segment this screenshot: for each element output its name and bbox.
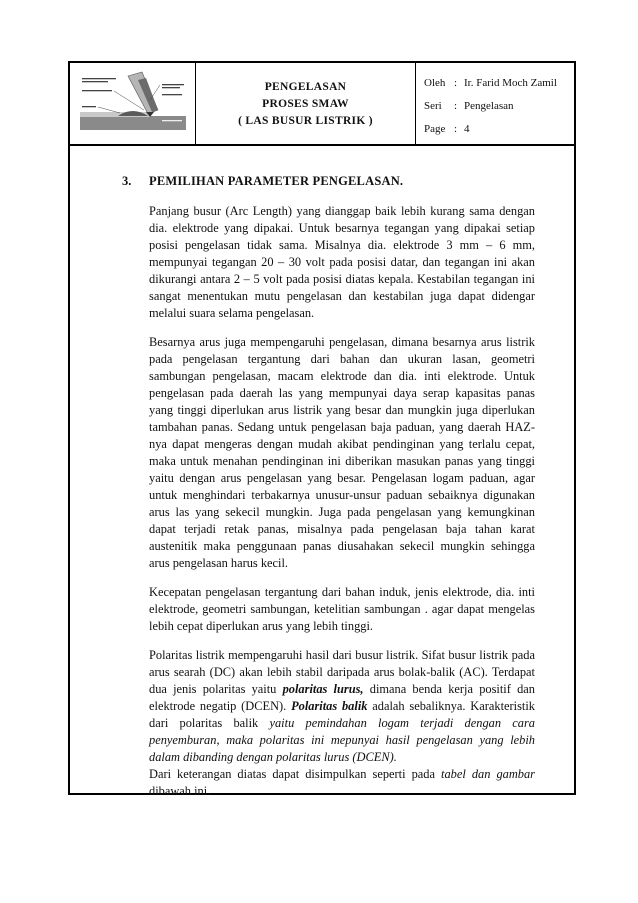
title-line-2: PROSES SMAW [262,98,349,110]
conclusion-text-2: dibawah ini. [149,784,211,798]
meta-author-key: Oleh [424,77,446,89]
paragraph-current: Besarnya arus juga mempengaruhi pengelasan, dimana besarnya arus listrik pada pengelasan tergantung dari bahan dan ukuran lasan, geometri sambungan pengelasan, macam elektrode dan dia. inti elektrode. Untuk pengelasan pada daerah las yang mempunyai daya serap kapasitas panas yang tinggi diperlukan arus listrik yang besar dan mungkin juga diperlukan tambahan panas. Sedang untuk pengelasan baja paduan, yang daerah HAZ-nya dapat mengeras dengan mudah akibat pendinginan yang terlalu cepat, maka untuk menahan pendinginan ini diberikan masukan panas yang tinggi yaitu dengan arus pengelasan yang besar. Pengelasan logam paduan, agar untuk menghindari terbakarnya unusur-unsur paduan sebaiknya digunakan arus las yang sekecil mungkin. Juga pada pengelasan yang kemungkinan dapat terjadi retak panas, misalnya pada pengelasan baja tahan karat austenitik maka penggunaan panas diusahakan sekecil mungkin sehingga arus pengelasan harus kecil. [149,335,535,570]
polarity-text-1: Polaritas listrik mempengaruhi hasil dari busur listrik. Sifat busur listrik pada arus searah (DC) akan lebih stabil daripada arus bolak-balik (AC). Terdapat dua jenis polaritas yaitu [149,648,535,696]
conclusion-italic-ref: tabel dan gambar [441,767,535,781]
paragraph-arc-length: Panjang busur (Arc Length) yang dianggap baik lebih kurang sama dengan dia. elektrode yang dipakai. Untuk besarnya tegangan yang dipakai setiap posisi pengelasan tidak sama. Misalnya dia. elektrode 3 mm – 6 mm, mempunyai tegangan 20 – 30 volt pada posisi datar, dan tegangan ini akan dikurangi antara 2 – 5 volt pada posisi diatas kepala. Kestabilan tegangan ini sangat menentukan mutu pengelasan dan kestabilan juga dapat didengar melalui suara selama pengelasan. [149,204,535,320]
header-meta-cell [416,63,574,144]
meta-series-value: Pengelasan [464,100,514,112]
meta-page-row: Page : 4 [416,122,574,137]
meta-series-row: Seri : Pengelasan [416,99,574,114]
meta-author-row: Oleh : Ir. Farid Moch Zamil [416,76,574,91]
polarity-italic-text: yaitu pemindahan logam terjadi dengan cara penyemburan, maka polaritas ini mepunyai hasil pengelasan yang lebih dalam dibanding dengan polaritas lurus (DCEN). [149,716,536,764]
paragraph-speed: Kecepatan pengelasan tergantung dari bahan induk, jenis elektrode, dia. inti elektrode, geometri sambungan, ketelitian sambungan . agar dapat mengelas lebih cepat diperlukan arus yang lebih tinggi. [149,585,535,633]
polarity-straight-term: polaritas lurus, [282,682,364,696]
paragraph-polarity [149,647,535,766]
document-body [122,174,535,812]
conclusion-text-1: Dari keterangan diatas dapat disimpulkan seperti pada [149,767,442,781]
header-title-cell [196,63,416,144]
meta-author-value: Ir. Farid Moch Zamil [464,77,557,89]
section-heading [122,174,535,189]
polarity-text-2: dimana benda kerja positif dan elektrode negatip (DCEN). [149,682,535,713]
title-line-3: ( LAS BUSUR LISTRIK ) [238,115,373,127]
smaw-diagram-logo [78,70,188,138]
section-number: 3. [122,174,132,188]
meta-page-key: Page [424,123,446,135]
meta-series-key: Seri [424,100,442,112]
polarity-reverse-term: Polaritas balik [291,699,368,713]
polarity-text-3: adalah sebaliknya. Karakteristik dari polaritas balik [149,699,535,730]
title-line-1: PENGELASAN [264,81,347,93]
section-title: PEMILIHAN PARAMETER PENGELASAN. [149,174,404,188]
paragraph-conclusion [149,766,535,800]
meta-page-value: 4 [464,123,470,135]
document-header [70,63,574,146]
header-logo-cell [70,63,196,144]
